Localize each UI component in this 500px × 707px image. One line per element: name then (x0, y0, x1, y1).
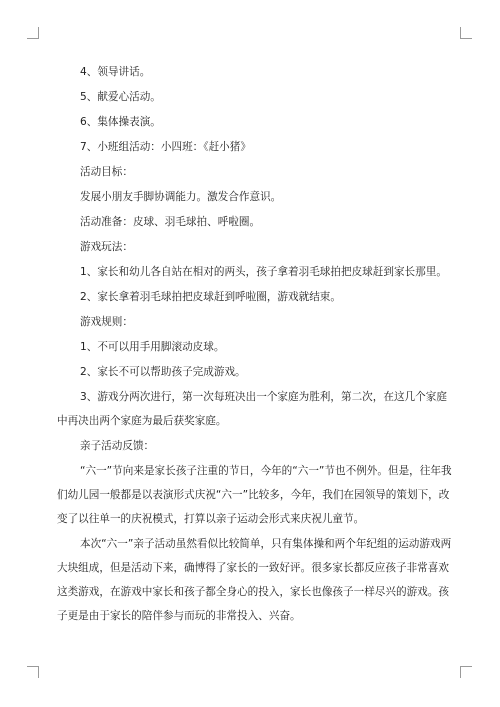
list-item-charity: 5、献爱心活动。 (80, 91, 161, 103)
feedback-paragraph-2-line-2: 大块组成，但是活动下来，确博得了家长的一致好评。很多家长都反应孩子非常喜欢 (57, 562, 449, 574)
game-rule-3-continued: 中再决出两个家庭为最后获奖家庭。 (57, 415, 227, 427)
feedback-paragraph-2-line-3: 这类游戏，在游戏中家长和孩子都全身心的投入，家长也像孩子一样尽兴的游戏。孩 (57, 586, 449, 598)
list-item-speech: 4、领导讲话。 (80, 66, 151, 78)
activity-goal-text: 发展小朋友手脚协调能力。激发合作意识。 (80, 191, 282, 203)
activity-preparation: 活动准备：皮球、羽毛球拍、呼啦圈。 (80, 216, 261, 228)
list-item-class-activity: 7、小班组活动：小四班：《赶小猪》 (80, 141, 251, 153)
crop-mark-top-right (460, 38, 472, 39)
feedback-paragraph-1-line-1: “六一”节向来是家长孩子注重的节日，今年的“六一”节也不例外。但是，往年我 (80, 465, 452, 477)
document-body (57, 66, 452, 623)
crop-mark-top-left (38, 27, 39, 39)
game-rules-heading: 游戏规则： (80, 316, 133, 328)
feedback-heading: 亲子活动反馈： (80, 440, 155, 452)
game-play-step-2: 2、家长拿着羽毛球拍把皮球赶到呼啦圈，游戏就结束。 (80, 291, 341, 303)
game-rule-2: 2、家长不可以帮助孩子完成游戏。 (80, 366, 246, 378)
crop-mark-top-right (460, 27, 461, 39)
game-play-step-1: 1、家长和幼儿各自站在相对的两头，孩子拿着羽毛球拍把皮球赶到家长那里。 (80, 266, 447, 278)
feedback-paragraph-2-line-4: 子更是由于家长的陪伴参与而玩的非常投入、兴奋。 (57, 610, 301, 622)
crop-mark-bottom-left (38, 666, 39, 678)
feedback-paragraph-1-line-3: 变了以往单一的庆祝模式，打算以亲子运动会形式来庆祝儿童节。 (57, 513, 365, 525)
crop-mark-bottom-right (460, 666, 472, 667)
feedback-paragraph-2-line-1: 本次“六一”亲子活动虽然看似比较简单，只有集体操和两个年纪组的运动游戏两 (80, 538, 452, 550)
crop-mark-bottom-right (460, 666, 461, 678)
list-item-group-exercise: 6、集体操表演。 (80, 116, 161, 128)
game-rule-3: 3、游戏分两次进行，第一次每班决出一个家庭为胜利，第二次，在这几个家庭 (80, 391, 447, 403)
game-play-heading: 游戏玩法： (80, 241, 133, 253)
activity-goal-heading: 活动目标： (80, 166, 133, 178)
feedback-paragraph-1-line-2: 们幼儿园一般都是以表演形式庆祝“六一”比较多，今年，我们在园领导的策划下，改 (57, 489, 450, 501)
game-rule-1: 1、不可以用手用脚滚动皮球。 (80, 341, 225, 353)
